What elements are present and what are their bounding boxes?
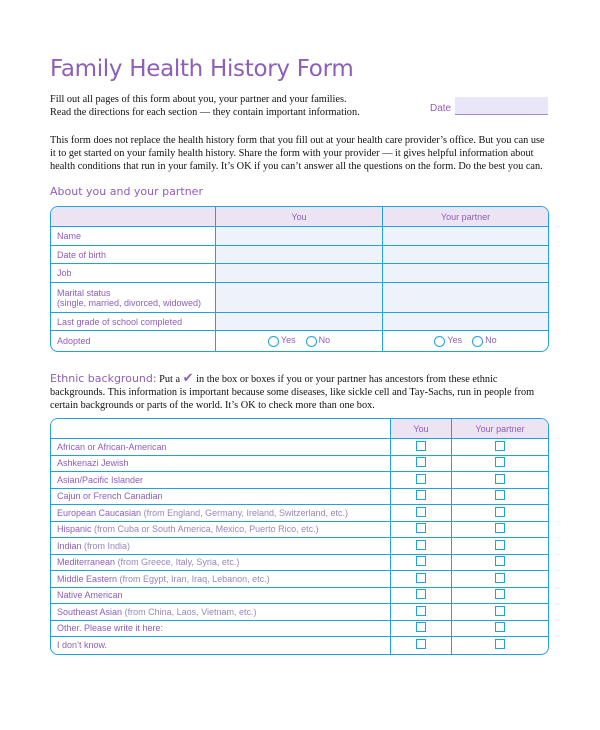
you-checkbox[interactable] [416,639,426,649]
you-cell [391,621,452,638]
partner-checkbox[interactable] [495,507,505,517]
name-you-field[interactable] [216,227,383,246]
ethnic-label [51,588,391,605]
partner-checkbox[interactable] [495,589,505,599]
date-field[interactable] [455,97,548,115]
ethnic-name: Other. Please write it here: [57,623,164,634]
you-cell [391,489,452,506]
radio-label: Yes [447,335,463,346]
you-cell [391,555,452,572]
ethnic-row [51,588,548,605]
you-checkbox[interactable] [416,474,426,484]
ethnic-note: (from Egypt, Iran, Iraq, Lebanon, etc.) [119,573,270,584]
ethnic-name: European Caucasian [57,507,142,518]
ethnic-name: Native American [57,590,123,601]
ethnic-label [51,472,391,489]
partner-checkbox[interactable] [495,622,505,632]
name-partner-field[interactable] [383,227,548,246]
ethnic-row [51,439,548,456]
ethnic-text: in the box or boxes if you or your partner has ancestors from these ethnic backgrounds. This information is important because some diseases, like sickle cell and Tay-Sachs, run in people from certain backgrounds or parts of the world. It’s OK to check more than one box. [50,374,535,411]
row-label: Last grade of school completed [51,313,216,331]
ethnic-row [51,489,548,506]
adopted-partner-yes-radio[interactable] [434,336,445,347]
ethnic-row [51,505,548,522]
you-checkbox[interactable] [416,556,426,566]
col-header-partner: Your partner [383,207,548,227]
you-checkbox[interactable] [416,573,426,583]
col-header-you: You [216,207,383,227]
partner-cell [452,472,548,489]
you-cell [391,571,452,588]
partner-checkbox[interactable] [495,474,505,484]
ethnic-label [51,505,391,522]
row-label: Date of birth [51,246,216,264]
ethnic-label [51,439,391,456]
ethnic-row [51,456,548,473]
col-header-you: You [391,419,452,439]
ethnic-row [51,538,548,555]
table-row [51,227,548,246]
about-table [50,206,549,352]
ethnic-intro [50,371,550,412]
partner-checkbox[interactable] [495,540,505,550]
table-row [51,264,548,283]
date-label: Date [430,103,452,114]
ethnic-label [51,489,391,506]
marital-you-field[interactable] [216,283,383,313]
ethnic-note: (from China, Laos, Vietnam, etc.) [124,606,257,617]
you-checkbox[interactable] [416,606,426,616]
radio-label: No [318,335,331,346]
you-cell [391,637,452,654]
ethnic-name: Cajun or French Canadian [57,491,163,502]
partner-checkbox[interactable] [495,490,505,500]
ethnic-label [51,522,391,539]
ethnic-label [51,538,391,555]
partner-cell [452,604,548,621]
ethnic-label [51,604,391,621]
you-checkbox[interactable] [416,540,426,550]
you-cell [391,505,452,522]
partner-cell [452,439,548,456]
intro-paragraph: This form does not replace the health history form that you fill out at your health care provider’s office. But you can use it to get started on your family health history. Share the form with your provider — it gives helpful information about health conditions that run in your family. It’s OK if you can’t answer all the questions on the form. Do the best you can. [50,135,545,172]
checkmark-icon: ✔ [182,370,194,385]
ethnic-heading: Ethnic background: [50,372,157,385]
partner-cell [452,489,548,506]
partner-cell [452,555,548,572]
you-cell [391,522,452,539]
ethnic-note: (from Cuba or South America, Mexico, Puerto Rico, etc.) [94,524,319,535]
you-checkbox[interactable] [416,507,426,517]
intro-line: Read the directions for each section — they contain important information. [50,107,360,118]
partner-checkbox[interactable] [495,457,505,467]
dob-you-field[interactable] [216,246,383,264]
ethnic-name: Indian [57,540,82,551]
about-heading: About you and your partner [50,185,203,198]
you-cell [391,472,452,489]
table-row [51,313,548,331]
you-checkbox[interactable] [416,457,426,467]
ethnic-name: Ashkenazi Jewish [57,458,129,469]
ethnic-row [51,522,548,539]
partner-checkbox[interactable] [495,606,505,616]
adopted-you-yes-radio[interactable] [268,336,279,347]
ethnic-note: (from Greece, Italy, Syria, etc.) [117,557,240,568]
row-label-main: Marital status [57,287,111,298]
partner-cell [452,588,548,605]
you-checkbox[interactable] [416,589,426,599]
you-cell [391,588,452,605]
radio-label: No [485,335,497,346]
ethnic-name: Asian/Pacific Islander [57,474,144,485]
you-cell [391,604,452,621]
ethnic-text: Put a [159,374,181,385]
ethnic-label [51,555,391,572]
partner-cell [452,637,548,654]
table-row [51,246,548,264]
ethnic-row [51,472,548,489]
row-label [51,283,216,313]
partner-checkbox[interactable] [495,556,505,566]
school-partner-field[interactable] [383,313,548,331]
partner-checkbox[interactable] [495,573,505,583]
page-title: Family Health History Form [50,56,354,82]
you-checkbox[interactable] [416,490,426,500]
ethnic-label [51,571,391,588]
you-cell [391,439,452,456]
row-label: Adopted [51,331,216,351]
ethnic-row [51,621,548,638]
ethnic-name: Southeast Asian [57,606,123,617]
partner-cell [452,456,548,473]
intro [50,93,360,119]
job-you-field[interactable] [216,264,383,283]
ethnic-label [51,621,391,638]
ethnic-label [51,637,391,654]
ethnic-label [51,456,391,473]
ethnic-name: Hispanic [57,524,92,535]
job-partner-field[interactable] [383,264,548,283]
col-header-partner: Your partner [452,419,548,439]
partner-checkbox[interactable] [495,441,505,451]
intro-line: Fill out all pages of this form about you, your partner and your families. [50,94,347,105]
partner-cell [452,522,548,539]
adopted-you [216,331,383,351]
you-checkbox[interactable] [416,622,426,632]
you-checkbox[interactable] [416,441,426,451]
partner-checkbox[interactable] [495,523,505,533]
partner-cell [452,621,548,638]
ethnic-row [51,604,548,621]
adopted-partner-no-radio[interactable] [472,336,483,347]
partner-cell [452,571,548,588]
row-label-sub: (single, married, divorced, widowed) [57,297,202,308]
row-label: Job [51,264,216,283]
ethnic-row [51,555,548,572]
radio-label: Yes [280,335,296,346]
ethnic-table [50,418,549,655]
you-checkbox[interactable] [416,523,426,533]
adopted-partner [383,331,548,351]
partner-checkbox[interactable] [495,639,505,649]
table-row [51,331,548,351]
dob-partner-field[interactable] [383,246,548,264]
ethnic-name: Mediterranean [57,557,116,568]
ethnic-note: (from England, Germany, Ireland, Switzerland, etc.) [143,507,348,518]
table-row [51,283,548,313]
ethnic-name: Middle Eastern [57,573,118,584]
ethnic-name: I don’t know. [57,640,108,651]
school-you-field[interactable] [216,313,383,331]
you-cell [391,456,452,473]
ethnic-row [51,571,548,588]
col-header [51,207,216,227]
you-cell [391,538,452,555]
ethnic-name: African or African-American [57,441,167,452]
marital-partner-field[interactable] [383,283,548,313]
partner-cell [452,505,548,522]
adopted-you-no-radio[interactable] [306,336,317,347]
col-header [51,419,391,439]
ethnic-note: (from India) [84,540,131,551]
partner-cell [452,538,548,555]
row-label: Name [51,227,216,246]
ethnic-row [51,637,548,654]
